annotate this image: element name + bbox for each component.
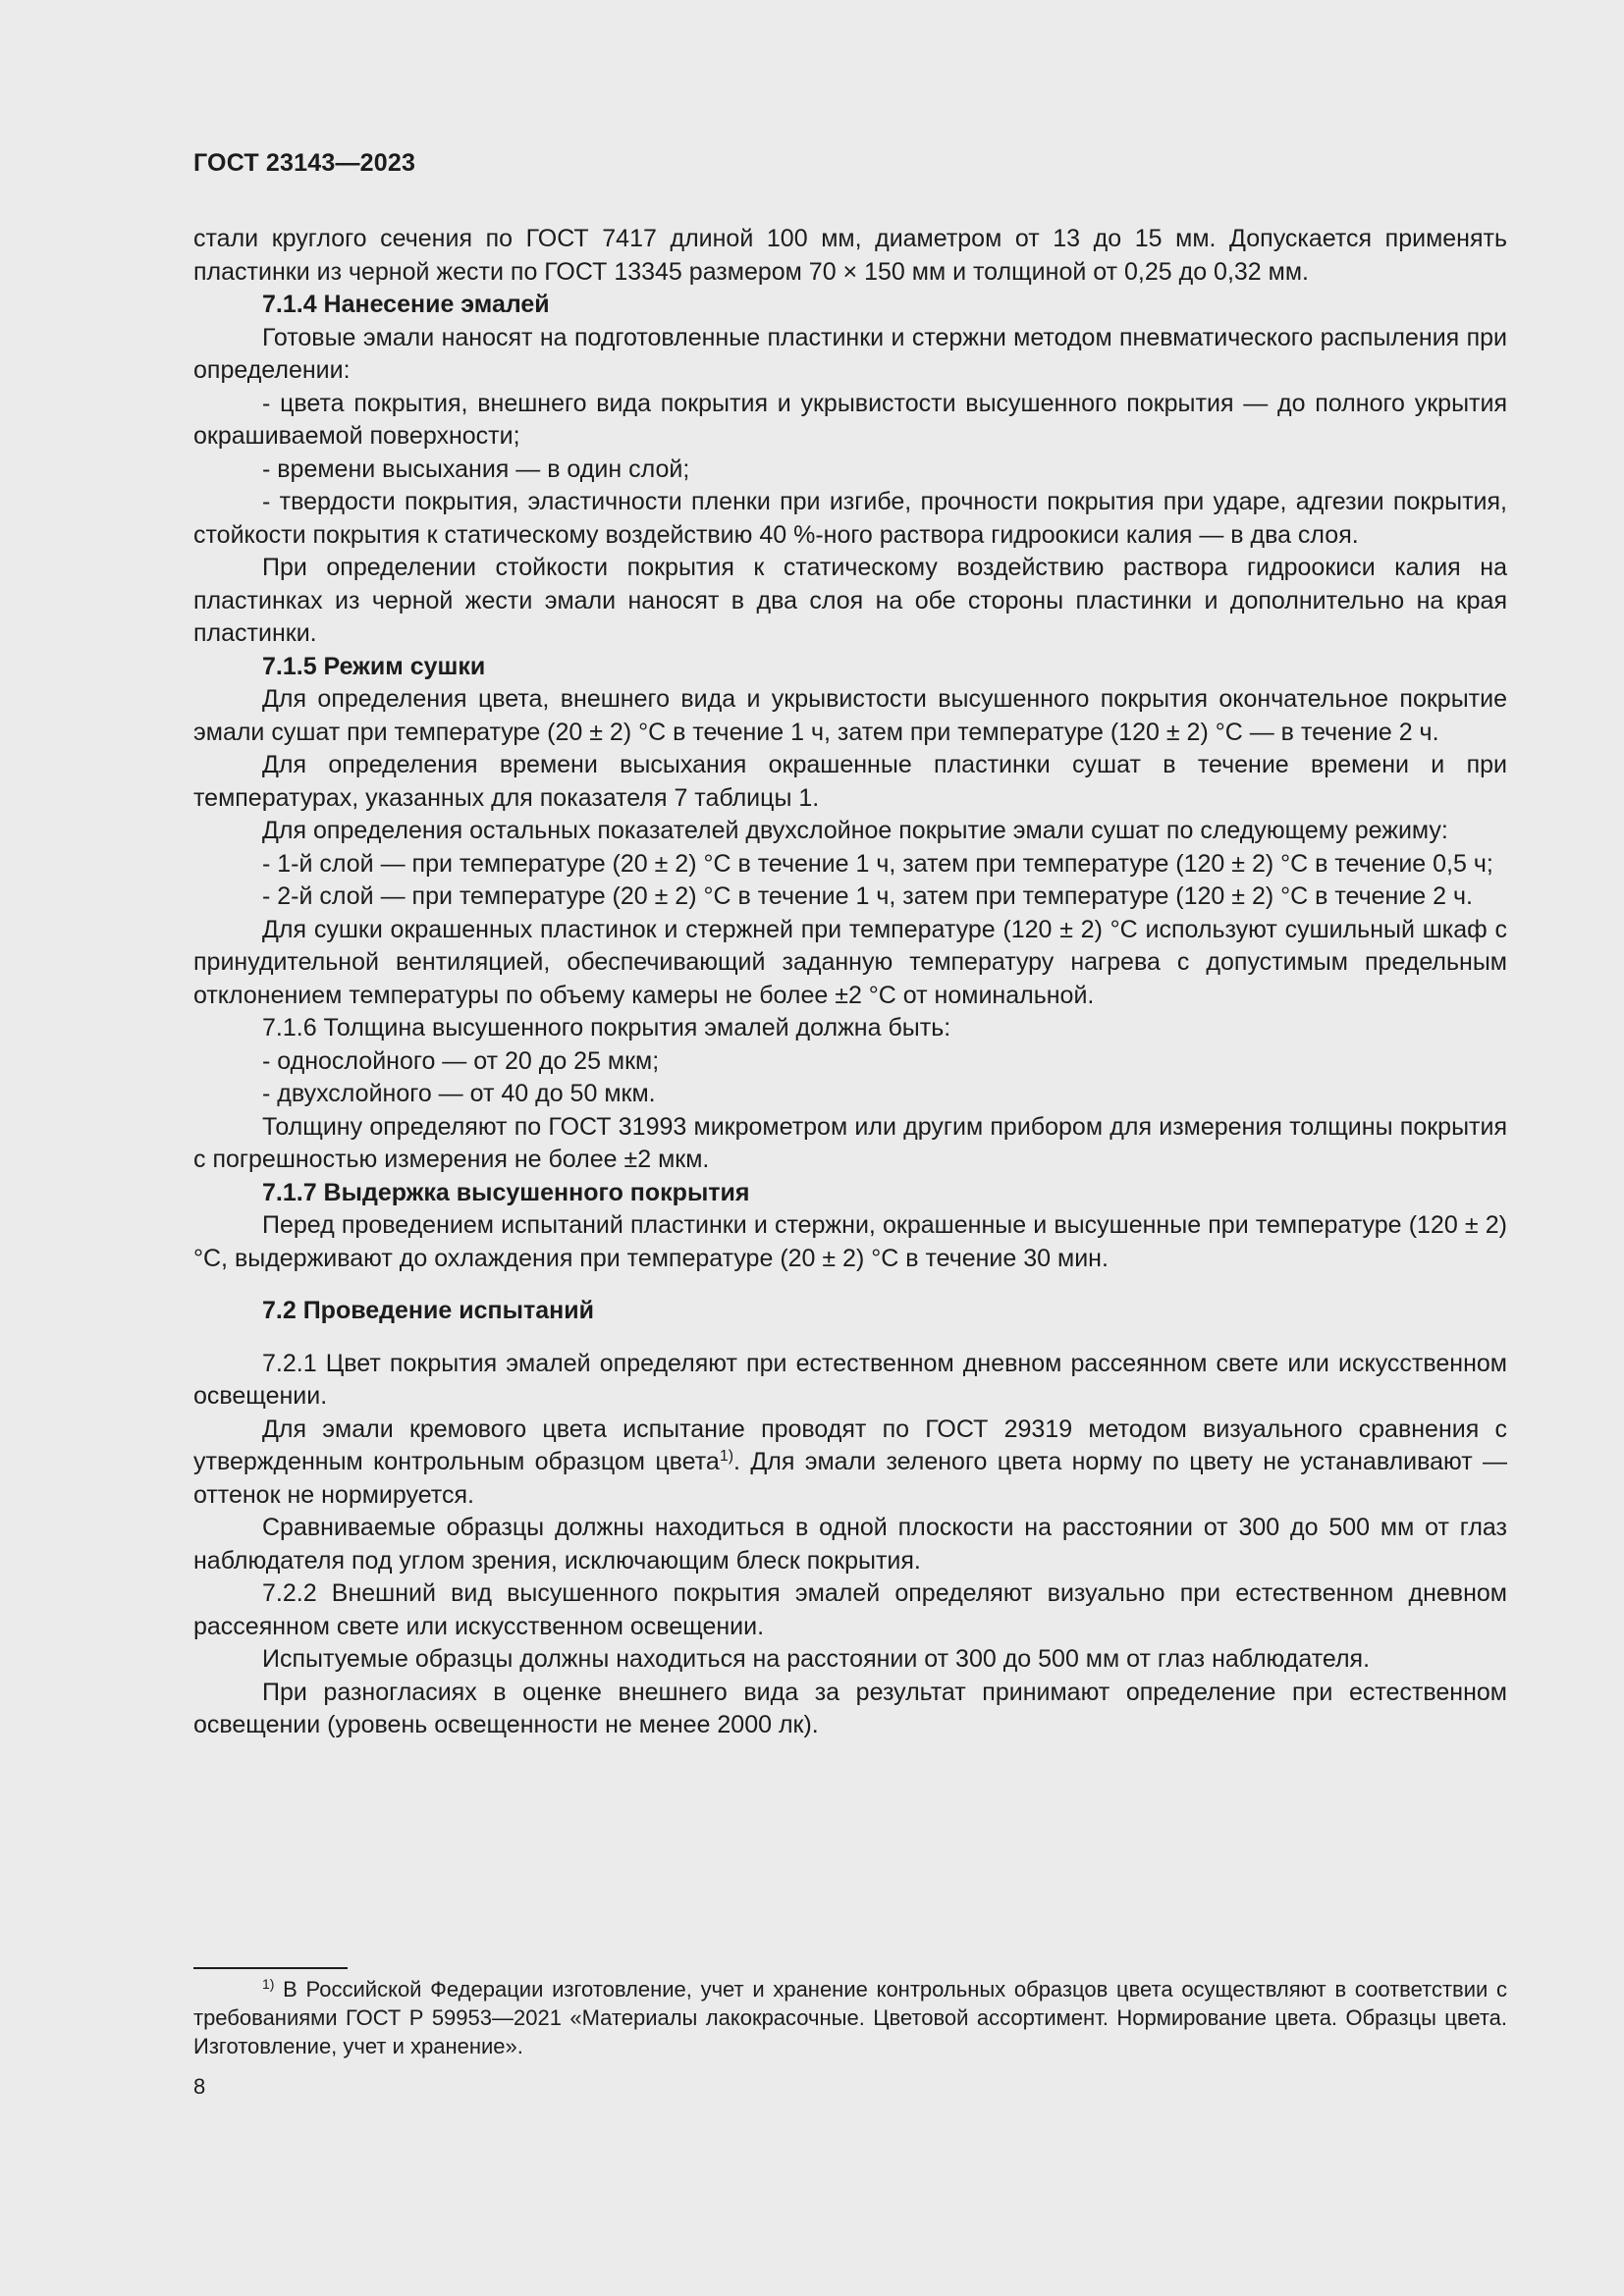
list-item: - времени высыхания — в один слой; bbox=[262, 454, 690, 483]
paragraph-text-part-1: Для эмали кремового цвета испытание проводят по ГОСТ 29319 методом визуального сравнения с утвержденным контрольным образцом цвета bbox=[193, 1415, 1507, 1475]
footnote-divider bbox=[193, 1967, 348, 1969]
paragraph: При разногласиях в оценке внешнего вида за результат принимают определение при естественном освещении (уровень освещенности не менее 2000 лк). bbox=[193, 1678, 1507, 1738]
paragraph: 7.2.2 Внешний вид высушенного покрытия эмалей определяют визуально при естественном дневном рассеянном свете или искусственном освещении. bbox=[193, 1579, 1507, 1640]
paragraph: Испытуемые образцы должны находиться на расстоянии от 300 до 500 мм от глаз наблюдателя. bbox=[262, 1645, 1371, 1673]
list-item: - 1-й слой — при температуре (20 ± 2) °С в течение 1 ч, затем при температуре (120 ± 2) °С в течение 0,5 ч; bbox=[262, 849, 1493, 878]
footnote-text: В Российской Федерации изготовление, учет и хранение контрольных образцов цвета осуществляют в соответствии с требованиями ГОСТ Р 59953—2021 «Материалы лакокрасочные. Цветовой ассортимент. Нормирование цвета. Образцы цвета. Изготовление, учет и хранение». bbox=[193, 1977, 1507, 2058]
footnote-paragraph bbox=[193, 1975, 1507, 2060]
paragraph: стали круглого сечения по ГОСТ 7417 длиной 100 мм, диаметром от 13 до 15 мм. Допускается применять пластинки из черной жести по ГОСТ 13345 размером 70 × 150 мм и толщиной от 0,25 до 0,32 мм. bbox=[193, 225, 1507, 286]
paragraph: Готовые эмали наносят на подготовленные пластинки и стержни методом пневматического распыления при определении: bbox=[193, 323, 1507, 384]
page-number: 8 bbox=[193, 2074, 206, 2099]
body-text bbox=[193, 223, 1507, 1742]
paragraph: При определении стойкости покрытия к статическому воздействию раствора гидроокиси калия на пластинках из черной жести эмали наносят в два слоя на обе стороны пластинки и дополнительно на края пластинки. bbox=[193, 554, 1507, 647]
footnote-reference: 1) bbox=[719, 1448, 734, 1465]
list-item: - однослойного — от 20 до 25 мкм; bbox=[262, 1046, 660, 1075]
footnote-marker: 1) bbox=[262, 1976, 275, 1992]
paragraph: Перед проведением испытаний пластинки и стержни, окрашенные и высушенные при температуре (120 ± 2) °С, выдерживают до охлаждения при температуре (20 ± 2) °С в течение 30 мин. bbox=[193, 1211, 1507, 1272]
paragraph: Для определения цвета, внешнего вида и укрывистости высушенного покрытия окончательное покрытие эмали сушат при температуре (20 ± 2) °С в течение 1 ч, затем при температуре (120 ± 2) °С — в течение 2 ч. bbox=[193, 685, 1507, 746]
list-item: - двухслойного — от 40 до 50 мкм. bbox=[262, 1080, 656, 1107]
paragraph-with-footnote-ref bbox=[193, 1414, 1507, 1513]
standard-header: ГОСТ 23143—2023 bbox=[193, 149, 416, 177]
paragraph: Сравниваемые образцы должны находиться в одной плоскости на расстоянии от 300 до 500 мм от глаз наблюдателя под углом зрения, исключающим блеск покрытия. bbox=[193, 1514, 1507, 1575]
subsection-heading-7-1-5: 7.1.5 Режим сушки bbox=[262, 652, 486, 680]
paragraph: Толщину определяют по ГОСТ 31993 микрометром или другим прибором для измерения толщины покрытия с погрешностью измерения не более ±2 мкм. bbox=[193, 1112, 1507, 1173]
paragraph: Для сушки окрашенных пластинок и стержней при температуре (120 ± 2) °С используют сушильный шкаф с принудительной вентиляцией, обеспечивающий заданную температуру нагрева с допустимым предельным отклонением температуры по объему камеры не более ±2 °С от номинальной. bbox=[193, 915, 1507, 1009]
paragraph: 7.2.1 Цвет покрытия эмалей определяют при естественном дневном рассеянном свете или искусственном освещении. bbox=[193, 1349, 1507, 1410]
subsection-heading-7-1-7: 7.1.7 Выдержка высушенного покрытия bbox=[262, 1178, 750, 1206]
paragraph: Для определения остальных показателей двухслойное покрытие эмали сушат по следующему режиму: bbox=[262, 817, 1448, 844]
paragraph: 7.1.6 Толщина высушенного покрытия эмалей должна быть: bbox=[262, 1014, 951, 1041]
footnote bbox=[193, 1975, 1507, 2060]
paragraph-text-part-2: . Для эмали зеленого цвета норму по цвету не устанавливают — оттенок не нормируется. bbox=[193, 1448, 1507, 1509]
section-heading-7-2: 7.2 Проведение испытаний bbox=[262, 1297, 594, 1324]
paragraph: Для определения времени высыхания окрашенные пластинки сушат в течение времени и при температурах, указанных для показателя 7 таблицы 1. bbox=[193, 751, 1507, 812]
list-item: - цвета покрытия, внешнего вида покрытия и укрывистости высушенного покрытия — до полного укрытия окрашиваемой поверхности; bbox=[193, 389, 1507, 450]
list-item: - твердости покрытия, эластичности пленки при изгибе, прочности покрытия при ударе, адгезии покрытия, стойкости покрытия к статическому воздействию 40 %-ного раствора гидроокиси калия — в два слоя. bbox=[193, 488, 1507, 549]
list-item: - 2-й слой — при температуре (20 ± 2) °С в течение 1 ч, затем при температуре (120 ± 2) °С в течение 2 ч. bbox=[262, 882, 1473, 910]
subsection-heading-7-1-4: 7.1.4 Нанесение эмалей bbox=[262, 291, 550, 318]
